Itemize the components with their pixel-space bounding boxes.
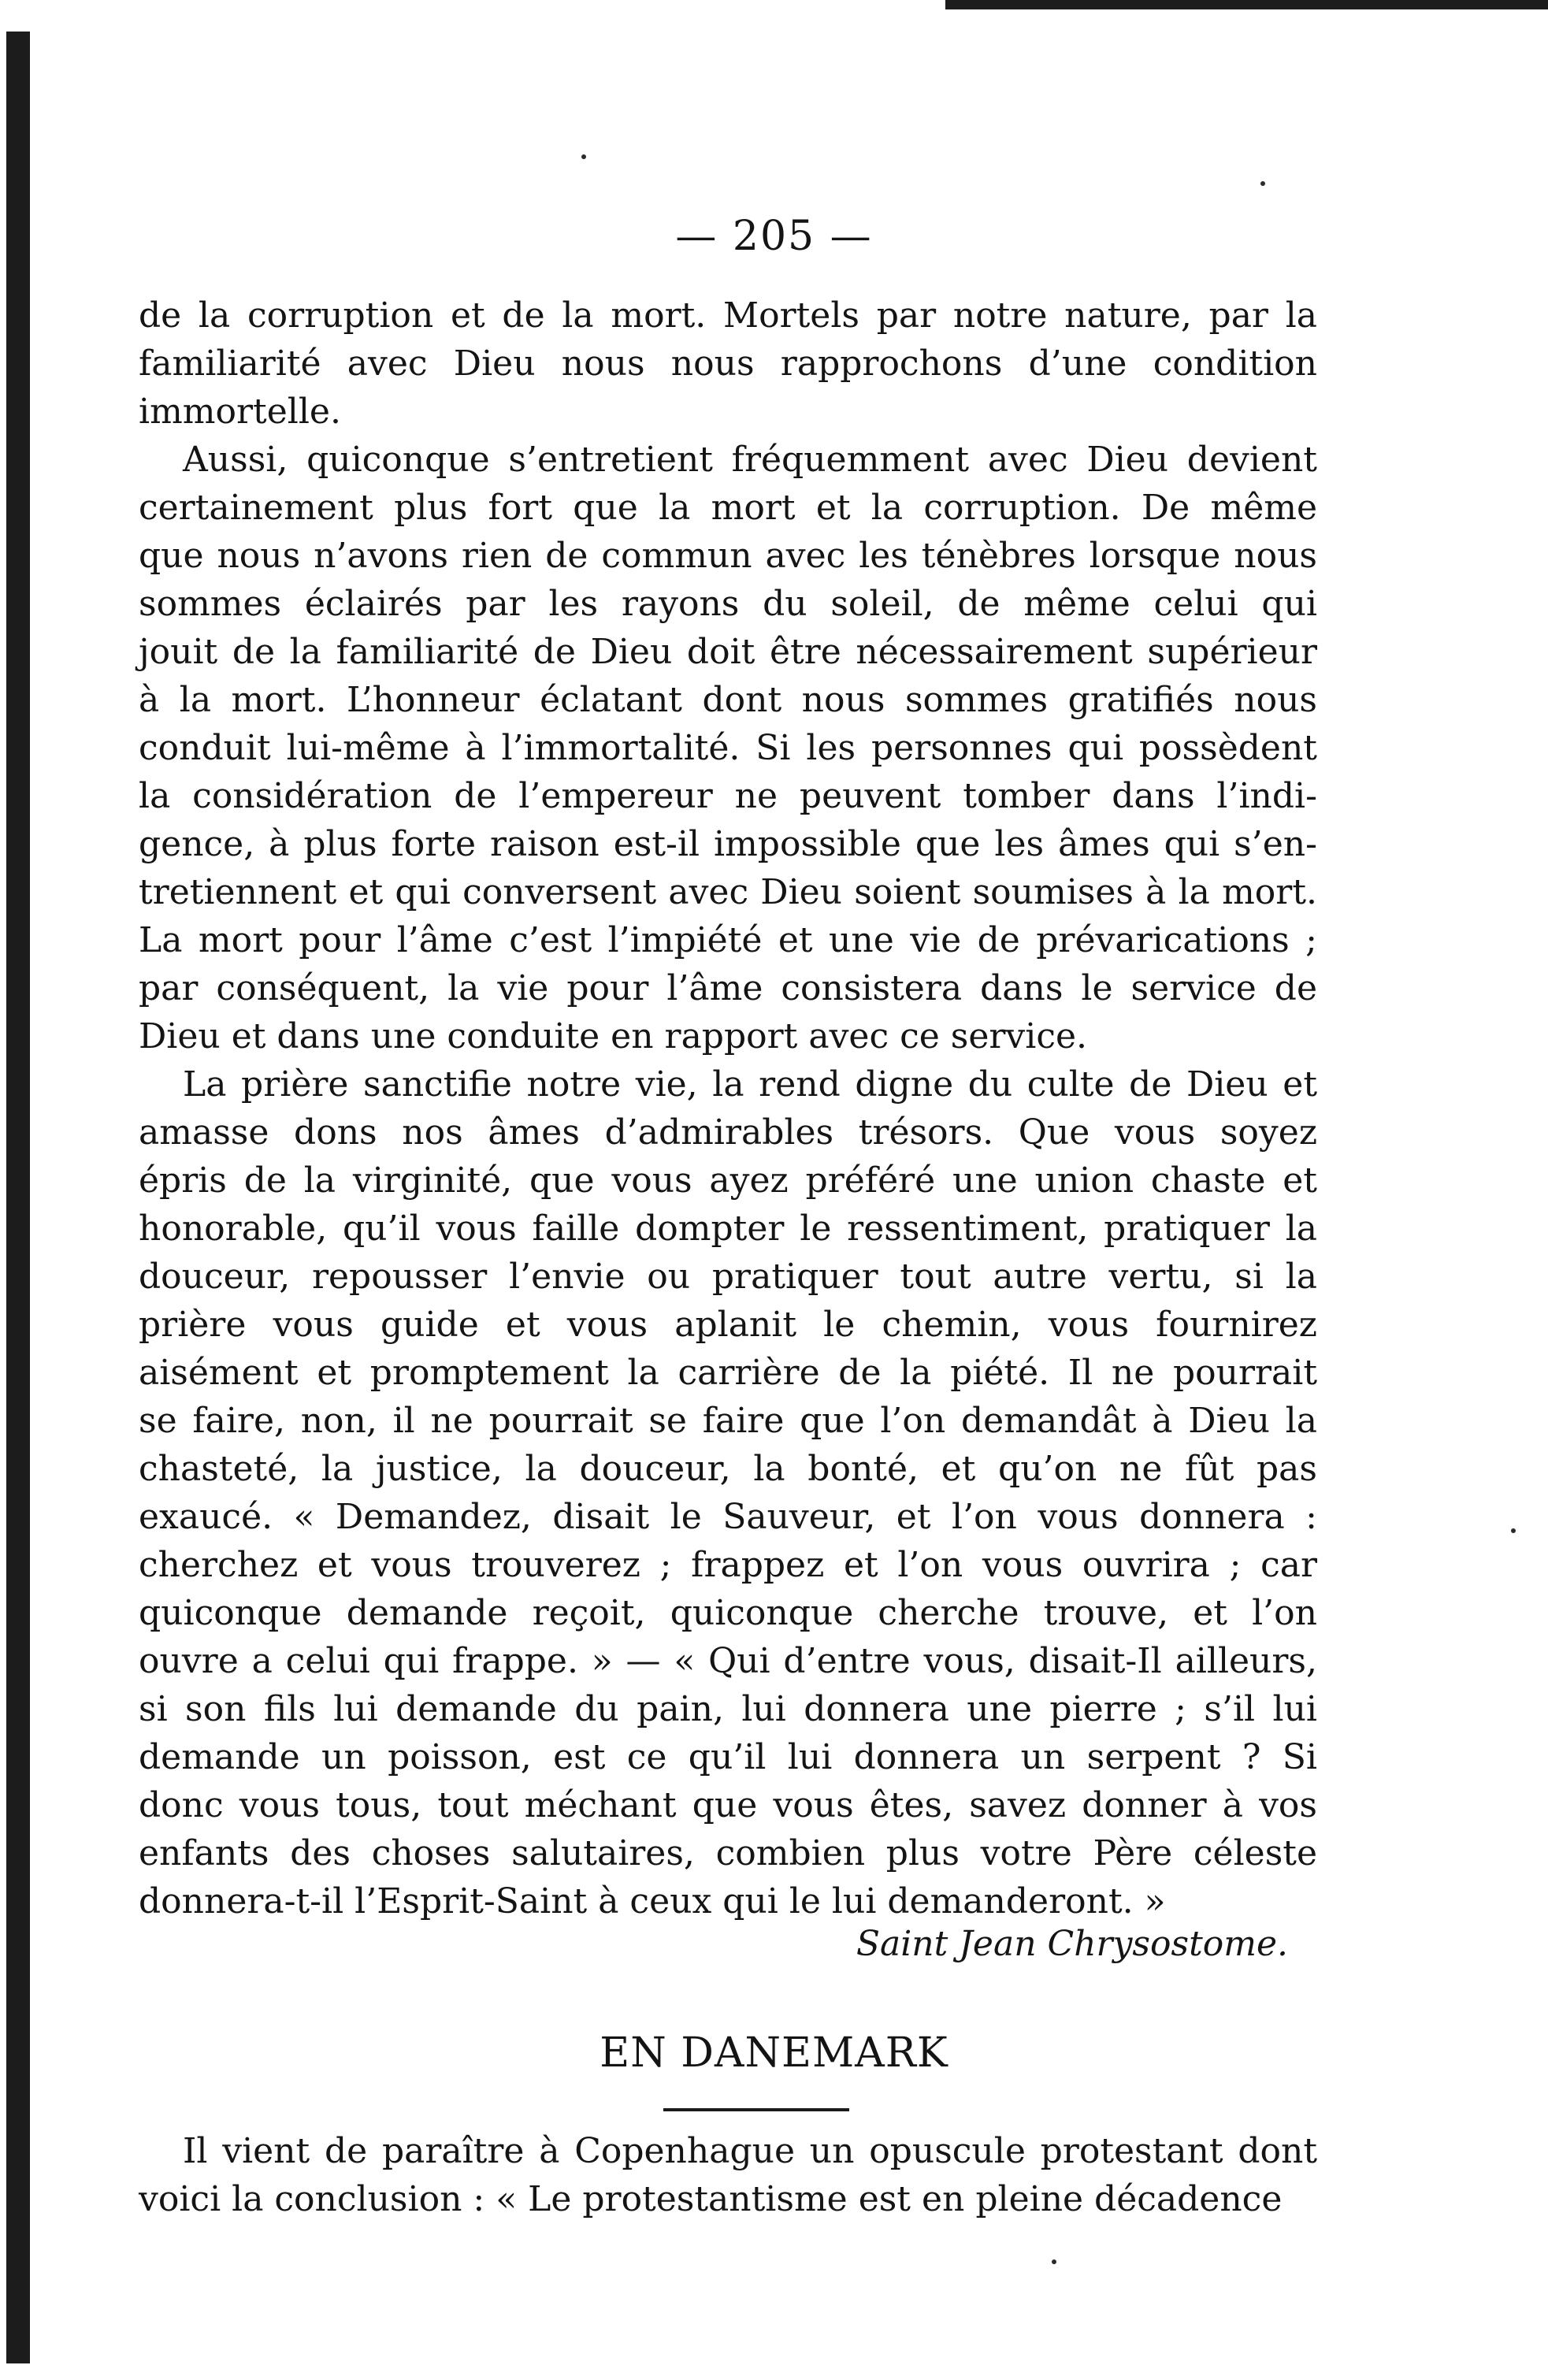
text-line: jouit de la familiarité de Dieu doit être nécessairement supérieur [139,632,1317,672]
section-text [139,2127,1317,2223]
text-line: prière vous guide et vous aplanit le chemin, vous fournirez [139,1305,1317,1345]
attribution: Saint Jean Chrysostome. [856,1924,1288,1964]
text-line: cherchez et vous trouverez ; frappez et l’on vous ouvrira ; car [139,1545,1317,1585]
section-rule [663,2108,849,2111]
text-line: voici la conclusion : « Le protestantisme est en pleine décadence [139,2179,1283,2219]
text-line: sommes éclairés par les rayons du soleil, de même celui qui [139,584,1317,624]
text-line: aisément et promptement la carrière de la piété. Il ne pourrait [139,1353,1317,1393]
text-line: certainement plus fort que la mort et la corruption. De même [139,488,1317,528]
scan-border-left [6,32,30,2363]
text-line: par conséquent, la vie pour l’âme consistera dans le service de [139,968,1317,1008]
text-line: La mort pour l’âme c’est l’impiété et une vie de prévarications ; [139,920,1317,960]
text-line: La prière sanctifie notre vie, la rend digne du culte de Dieu et [183,1064,1317,1105]
text-line: ouvre a celui qui frappe. » — « Qui d’entre vous, disait-Il ailleurs, [139,1641,1317,1681]
text-line: Il vient de paraître à Copenhague un opuscule protestant dont [183,2131,1317,2171]
text-line: conduit lui-même à l’immortalité. Si les personnes qui possèdent [139,728,1317,768]
scan-speck [1511,1528,1516,1533]
text-line: se faire, non, il ne pourrait se faire que l’on demandât à Dieu la [139,1401,1317,1441]
scan-speck [1052,2259,1056,2264]
scan-speck [581,154,586,159]
text-line: douceur, repousser l’envie ou pratiquer tout autre vertu, si la [139,1257,1317,1297]
text-line: familiarité avec Dieu nous nous rapprochons d’une condition [139,343,1317,384]
text-line: chasteté, la justice, la douceur, la bonté, et qu’on ne fût pas [139,1449,1317,1489]
text-line: Aussi, quiconque s’entretient fréquemment avec Dieu devient [183,440,1317,480]
page-number: — 205 — [675,213,873,260]
text-line: quiconque demande reçoit, quiconque cherche trouve, et l’on [139,1593,1317,1633]
text-line: épris de la virginité, que vous ayez préféré une union chaste et [139,1160,1317,1201]
scan-speck [1260,181,1265,186]
text-line: exaucé. « Demandez, disait le Sauveur, et l’on vous donnera : [139,1497,1317,1537]
scan-border-top [945,0,1548,9]
text-line: honorable, qu’il vous faille dompter le ressentiment, pratiquer la [139,1209,1317,1249]
text-line: Dieu et dans une conduite en rapport avec ce service. [139,1016,1088,1056]
text-line: si son fils lui demande du pain, lui donnera une pierre ; s’il lui [139,1689,1317,1729]
text-line: que nous n’avons rien de commun avec les ténèbres lorsque nous [139,536,1317,576]
text-line: demande un poisson, est ce qu’il lui donnera un serpent ? Si [139,1737,1317,1777]
text-line: la considération de l’empereur ne peuvent tomber dans l’indi- [139,776,1317,816]
text-line: de la corruption et de la mort. Mortels par notre nature, par la [139,295,1317,336]
text-line: amasse dons nos âmes d’admirables trésors. Que vous soyez [139,1112,1317,1153]
text-line: gence, à plus forte raison est-il impossible que les âmes qui s’en- [139,824,1317,864]
text-line: immortelle. [139,392,341,432]
text-line: à la mort. L’honneur éclatant dont nous sommes gratifiés nous [139,680,1317,720]
text-line: donnera-t-il l’Esprit-Saint à ceux qui le lui demanderont. » [139,1881,1166,1921]
section-title: EN DANEMARK [600,2029,948,2077]
main-text [139,291,1317,1925]
text-line: enfants des choses salutaires, combien plus votre Père céleste [139,1833,1317,1873]
text-line: donc vous tous, tout méchant que vous êtes, savez donner à vos [139,1785,1317,1825]
text-line: tretiennent et qui conversent avec Dieu soient soumises à la mort. [139,872,1317,912]
